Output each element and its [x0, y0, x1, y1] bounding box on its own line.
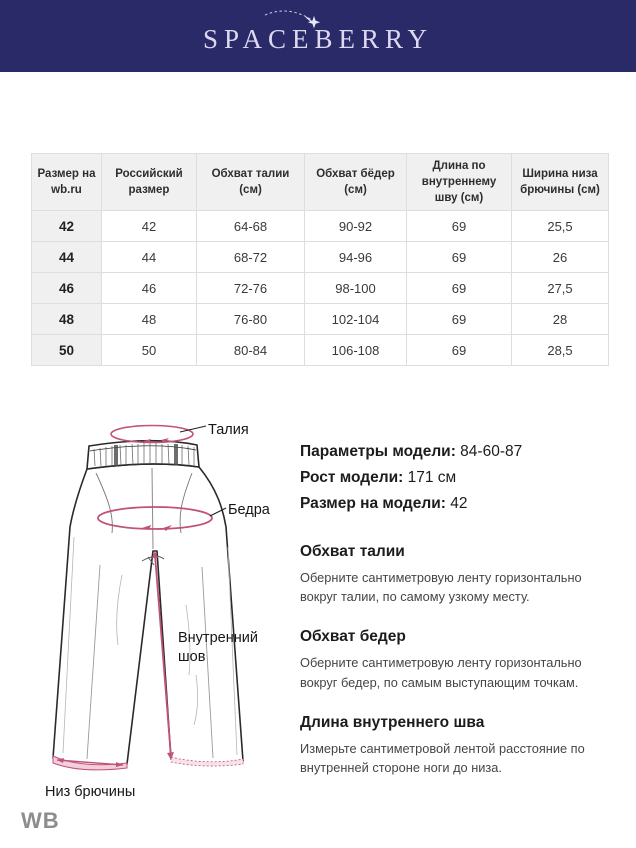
model-height-value: 171 см: [407, 469, 457, 486]
model-height-line: [300, 465, 628, 491]
cell-wb-size: 48: [32, 304, 102, 335]
cell-inseam: 69: [407, 304, 512, 335]
column-header-hem-width: Ширина низа брючины (см): [512, 154, 609, 211]
waist-label: Талия: [208, 422, 249, 438]
guide-waist-text: Оберните сантиметровую ленту горизонтально вокруг талии, по самому узкому месту.: [300, 570, 582, 605]
guide-waist: [300, 543, 628, 606]
model-size-line: [300, 491, 628, 517]
cell-hips: 106-108: [305, 335, 407, 366]
measure-guides: [300, 543, 628, 777]
cell-inseam: 69: [407, 242, 512, 273]
cell-wb-size: 50: [32, 335, 102, 366]
size-table: [31, 153, 609, 366]
table-row: [32, 304, 609, 335]
cell-waist: 64-68: [197, 211, 305, 242]
table-row: [32, 242, 609, 273]
table-row: [32, 273, 609, 304]
cell-hips: 94-96: [305, 242, 407, 273]
cell-wb-size: 42: [32, 211, 102, 242]
info-column: [300, 439, 628, 799]
cell-hips: 102-104: [305, 304, 407, 335]
cell-hem-width: 27,5: [512, 273, 609, 304]
cell-waist: 80-84: [197, 335, 305, 366]
cell-inseam: 69: [407, 211, 512, 242]
model-params-value: 84-60-87: [460, 443, 523, 460]
cell-hem-width: 25,5: [512, 211, 609, 242]
wb-watermark: WB: [21, 808, 60, 833]
hips-label: Бедра: [228, 502, 270, 518]
cell-waist: 68-72: [197, 242, 305, 273]
table-row: [32, 335, 609, 366]
cell-waist: 76-80: [197, 304, 305, 335]
column-header-ru-size: Российский размер: [102, 154, 197, 211]
inseam-label: Внутренний шов: [178, 630, 258, 665]
cell-ru-size: 50: [102, 335, 197, 366]
cell-wb-size: 46: [32, 273, 102, 304]
model-params-line: [300, 439, 628, 465]
pants-measurement-diagram: [30, 415, 302, 820]
column-header-waist: Обхват талии (см): [197, 154, 305, 211]
model-params-label: Параметры модели:: [300, 443, 456, 460]
cell-hem-width: 28: [512, 304, 609, 335]
table-row: [32, 211, 609, 242]
model-size-label: Размер на модели:: [300, 495, 446, 512]
cell-ru-size: 48: [102, 304, 197, 335]
cell-wb-size: 44: [32, 242, 102, 273]
guide-hips-title: Обхват бедер: [300, 628, 406, 646]
brand-header: [0, 0, 636, 72]
pants-sketch: [30, 415, 302, 820]
guide-inseam-title: Длина внутреннего шва: [300, 713, 485, 731]
guide-hips-text: Оберните сантиметровую ленту горизонтально вокруг бедер, по самым выступающим точкам.: [300, 655, 582, 690]
cell-hem-width: 26: [512, 242, 609, 273]
cell-hips: 90-92: [305, 211, 407, 242]
guide-waist-title: Обхват талии: [300, 543, 405, 560]
model-height-label: Рост модели:: [300, 469, 404, 486]
cell-hips: 98-100: [305, 273, 407, 304]
brand-logo: SPACEBERRY: [202, 24, 434, 54]
column-header-inseam: Длина по внутреннему шву (см): [407, 154, 512, 211]
cell-waist: 72-76: [197, 273, 305, 304]
guide-inseam-text: Измерьте сантиметровой лентой расстояние по внутренней стороне ноги до низа.: [300, 740, 585, 775]
hem-label: Низ брючины: [45, 784, 136, 800]
table-header-row: [32, 154, 609, 211]
cell-ru-size: 44: [102, 242, 197, 273]
guide-inseam: [300, 714, 628, 777]
cell-ru-size: 42: [102, 211, 197, 242]
column-header-wb-size: Размер на wb.ru: [32, 154, 102, 211]
guide-hips: [300, 628, 628, 691]
cell-hem-width: 28,5: [512, 335, 609, 366]
cell-inseam: 69: [407, 273, 512, 304]
model-size-value: 42: [450, 495, 468, 512]
cell-inseam: 69: [407, 335, 512, 366]
column-header-hips: Обхват бёдер (см): [305, 154, 407, 211]
cell-ru-size: 46: [102, 273, 197, 304]
